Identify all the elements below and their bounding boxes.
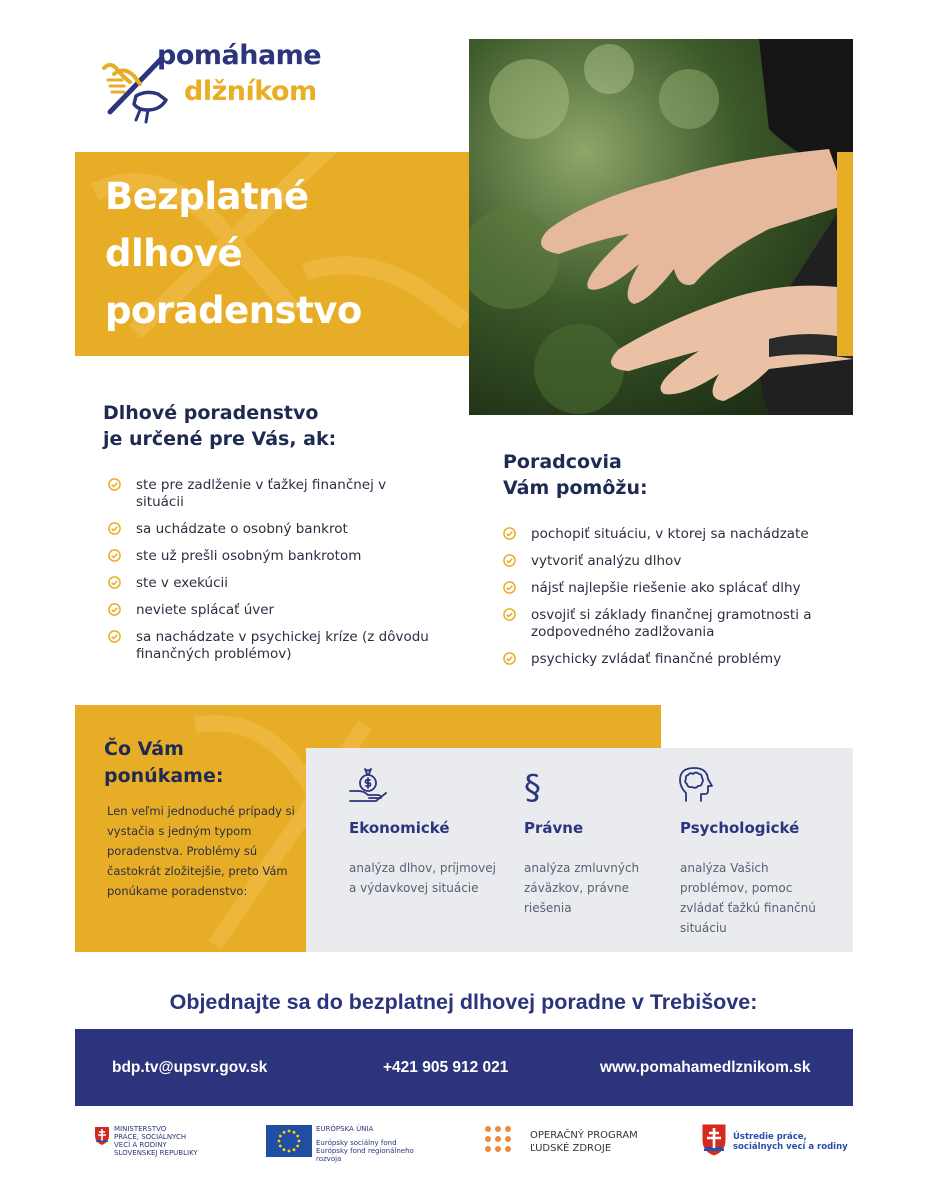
footer-line: OPERAČNÝ PROGRAM (530, 1130, 638, 1141)
footer-line: sociálnych vecí a rodiny (733, 1142, 848, 1152)
for-you-list (108, 477, 438, 673)
list-item (108, 548, 438, 565)
eu-text (316, 1125, 436, 1163)
list-item (108, 477, 438, 511)
head-brain-icon (676, 765, 716, 805)
hands-photo (469, 39, 853, 415)
hero-title (105, 168, 465, 339)
check-circle-icon (503, 581, 516, 594)
hero-title-line: dlhové (105, 232, 243, 275)
dots-grid-icon (484, 1125, 516, 1157)
check-circle-icon (108, 549, 121, 562)
advisors-list (503, 526, 823, 678)
list-item-text: psychicky zvládať finančné problémy (531, 651, 782, 667)
service-title-legal: Právne (524, 819, 584, 837)
reaching-hands-image (469, 39, 853, 415)
list-item-text: nájsť najlepšie riešenie ako splácať dlhy (531, 580, 801, 596)
footer-line: VECÍ A RODINY (114, 1141, 167, 1149)
footer-line: Ústredie práce, (733, 1132, 807, 1142)
list-item (503, 526, 823, 543)
footer-line: SLOVENSKEJ REPUBLIKY (114, 1149, 198, 1157)
list-item-text: sa uchádzate o osobný bankrot (136, 521, 348, 537)
heading-line: Vám pomôžu: (503, 477, 648, 499)
service-text-legal: analýza zmluvných záväzkov, právne riešenia (524, 861, 640, 915)
for-you-heading (103, 400, 336, 452)
advisors-heading (503, 449, 648, 501)
heading-line: ponúkame: (104, 765, 224, 787)
ministry-logo (94, 1125, 204, 1161)
heading-line: Poradcovia (503, 451, 622, 473)
email-link[interactable]: bdp.tv@upsvr.gov.sk (112, 1059, 268, 1076)
offer-description: Len veľmi jednoduché prípady si vystačia s jedným typom poradenstva. Problémy sú častokrát zložitejšie, preto Vám ponúkame poradenstvo: (107, 804, 295, 898)
program-text (530, 1129, 638, 1155)
svg-text:§: § (524, 768, 541, 805)
eu-logo (266, 1125, 436, 1161)
check-circle-icon (503, 527, 516, 540)
operational-program-logo (484, 1125, 654, 1161)
footer-line: Európsky sociálny fond (316, 1139, 397, 1147)
list-item-text: ste v exekúcii (136, 575, 229, 591)
slovak-coat-of-arms-icon (700, 1122, 728, 1158)
website-link[interactable]: www.pomahamedlznikom.sk (600, 1059, 811, 1076)
footer-line: Európsky fond regionálneho rozvoja (316, 1147, 414, 1163)
hero-banner (75, 152, 469, 356)
list-item-text: osvojiť si základy finančnej gramotnosti a zodpovedného zadlžovania (531, 607, 812, 640)
list-item-text: neviete splácať úver (136, 602, 275, 618)
list-item-text: pochopiť situáciu, v ktorej sa nachádzate (531, 526, 809, 542)
list-item (108, 575, 438, 592)
list-item-text: sa nachádzate v psychickej kríze (z dôvodu finančných problémov) (136, 629, 429, 662)
paragraph-icon (520, 765, 560, 805)
hero-title-line: poradenstvo (105, 289, 362, 332)
check-circle-icon (108, 522, 121, 535)
office-text (733, 1132, 848, 1152)
check-circle-icon (108, 603, 121, 616)
list-item (503, 651, 823, 668)
check-circle-icon (108, 478, 121, 491)
check-circle-icon (503, 608, 516, 621)
heading-line: Čo Vám (104, 738, 184, 760)
list-item (108, 602, 438, 619)
photo-accent-bar (837, 152, 853, 356)
list-item (108, 521, 438, 538)
brand-line1: pomáhame (157, 40, 322, 71)
check-circle-icon (108, 576, 121, 589)
hero-title-line: Bezplatné (105, 175, 309, 218)
service-title-economic: Ekonomické (349, 819, 450, 837)
eu-flag-icon (266, 1125, 312, 1157)
slovak-coat-of-arms-icon (94, 1126, 110, 1146)
labour-office-logo (700, 1122, 850, 1162)
check-circle-icon (503, 554, 516, 567)
list-item (503, 607, 823, 641)
check-circle-icon (503, 652, 516, 665)
footer-line: EURÓPSKA ÚNIA (316, 1125, 374, 1133)
service-title-psychological: Psychologické (680, 819, 800, 837)
list-item-text: ste pre zadlženie v ťažkej finančnej v situácii (136, 477, 387, 510)
list-item (503, 580, 823, 597)
cta-heading: Objednajte sa do bezplatnej dlhovej poradne v Trebišove: (169, 990, 758, 1014)
service-text-economic: analýza dlhov, príjmovej a výdavkovej situácie (349, 861, 496, 895)
list-item-text: ste už prešli osobným bankrotom (136, 548, 362, 564)
offer-heading (104, 736, 223, 790)
phone-link[interactable]: +421 905 912 021 (383, 1059, 509, 1076)
list-item (108, 629, 438, 663)
ministry-text (114, 1125, 198, 1157)
heading-line: je určené pre Vás, ak: (103, 428, 337, 450)
list-item-text: vytvoriť analýzu dlhov (531, 553, 682, 569)
footer-line: ĽUDSKÉ ZDROJE (530, 1143, 612, 1154)
service-text-psychological: analýza Vašich problémov, pomoc zvládať ťažkú finančnú situáciu (680, 861, 816, 935)
money-bag-hand-icon (348, 765, 388, 805)
list-item (503, 553, 823, 570)
contact-bar (75, 1029, 853, 1106)
footer-line: PRÁCE, SOCIÁLNYCH (114, 1133, 187, 1141)
heading-line: Dlhové poradenstvo (103, 402, 319, 424)
footer-line: MINISTERSTVO (114, 1125, 167, 1133)
brand-line2: dlžníkom (184, 76, 317, 107)
check-circle-icon (108, 630, 121, 643)
